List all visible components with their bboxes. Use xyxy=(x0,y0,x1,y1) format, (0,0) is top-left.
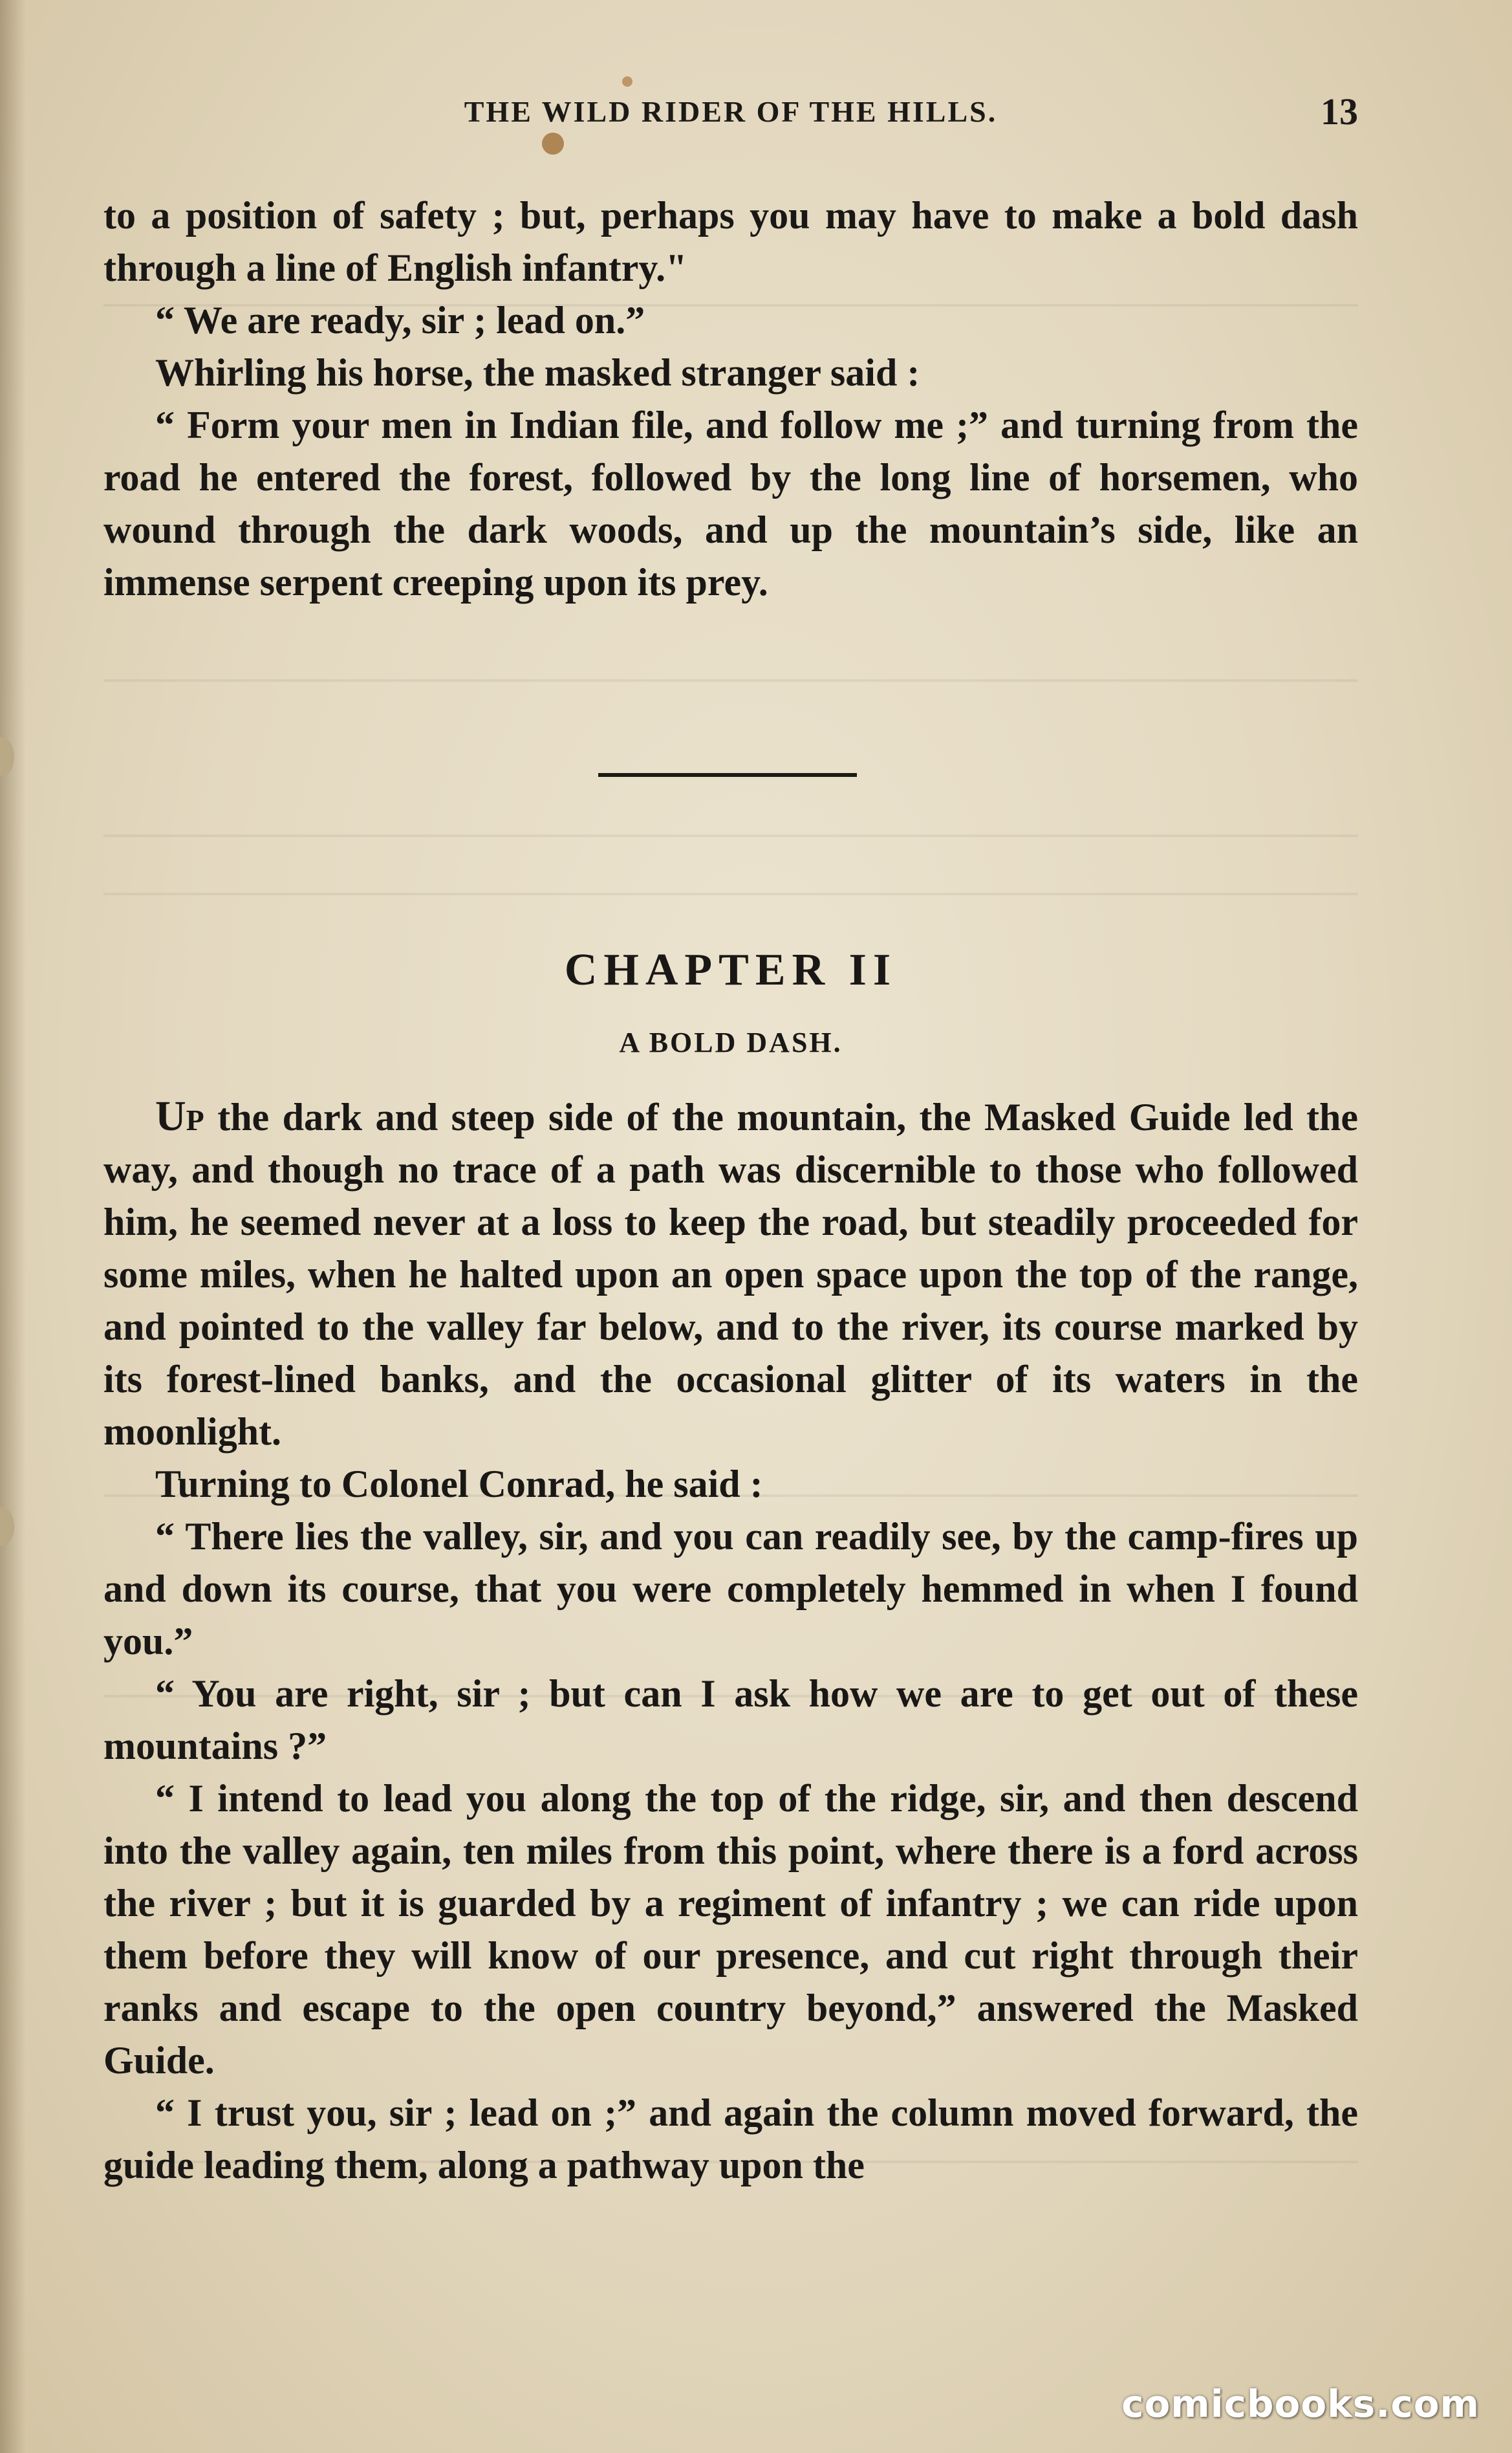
ink-stain xyxy=(542,133,564,155)
running-title: THE WILD RIDER OF THE HILLS. xyxy=(464,95,998,128)
section-divider xyxy=(598,773,857,777)
paragraph: “ I trust you, sir ; lead on ;” and again the column moved forward, the guide leading them, along a pathway upon the xyxy=(103,2091,1358,2186)
show-through-line xyxy=(103,679,1358,682)
paragraph: “ Form your men in Indian file, and follow me ;” and turning from the road he entered the forest, followed by the long line of horsemen, who wound through the dark woods, and up the mountain’s side, like an immense serpent creeping upon its prey. xyxy=(103,404,1358,604)
show-through-line xyxy=(103,893,1358,895)
top-text-block xyxy=(103,190,1358,609)
show-through-line xyxy=(103,834,1358,837)
paragraph: “ There lies the valley, sir, and you can readily see, by the camp-fires up and down its course, that you were completely hemmed in when I found you.” xyxy=(103,1515,1358,1663)
ink-stain xyxy=(622,76,632,87)
site-watermark: comicbooks.com xyxy=(1121,2382,1480,2426)
chapter-title: CHAPTER II xyxy=(564,945,898,995)
chapter-subtitle: A BOLD DASH. xyxy=(619,1027,843,1058)
paragraph: to a position of safety ; but, perhaps you may have to make a bold dash through a line of English infantry." xyxy=(103,194,1358,289)
paragraph: “ I intend to lead you along the top of the ridge, sir, and then descend into the valley again, ten miles from this point, where there is a ford across the river ; but it is guarded by a regiment of infantry ; we can ride upon them before they will know of our presence, and cut right through their ranks and escape to the open country beyond,” answered the Masked Guide. xyxy=(103,1777,1358,2082)
paragraph: “ You are right, sir ; but can I ask how we are to get out of these mountains ?” xyxy=(103,1672,1358,1767)
paragraph: Turning to Colonel Conrad, he said : xyxy=(155,1463,763,1505)
paragraph-text: the dark and steep side of the mountain, the Masked Guide led the way, and though no trace of a path was discernible to those who followed him, he seemed never at a loss to keep the road, but steadily proceeded for some miles, when he halted upon an open space upon the top of the range, and pointed to the valley far below, and to the river, its course marked by its forest-lined banks, and the occasional glitter of its waters in the moonlight. xyxy=(103,1096,1358,1453)
paragraph: Whirling his horse, the masked stranger said : xyxy=(155,351,920,394)
chapter-text-block xyxy=(103,1090,1358,2192)
paragraph: “ We are ready, sir ; lead on.” xyxy=(155,299,645,342)
page-number: 13 xyxy=(1321,91,1358,133)
page-edge-shadow xyxy=(0,0,26,2453)
drop-lead-word: Up xyxy=(155,1093,204,1140)
paragraph xyxy=(103,1090,1358,1458)
page-header xyxy=(103,89,1358,135)
